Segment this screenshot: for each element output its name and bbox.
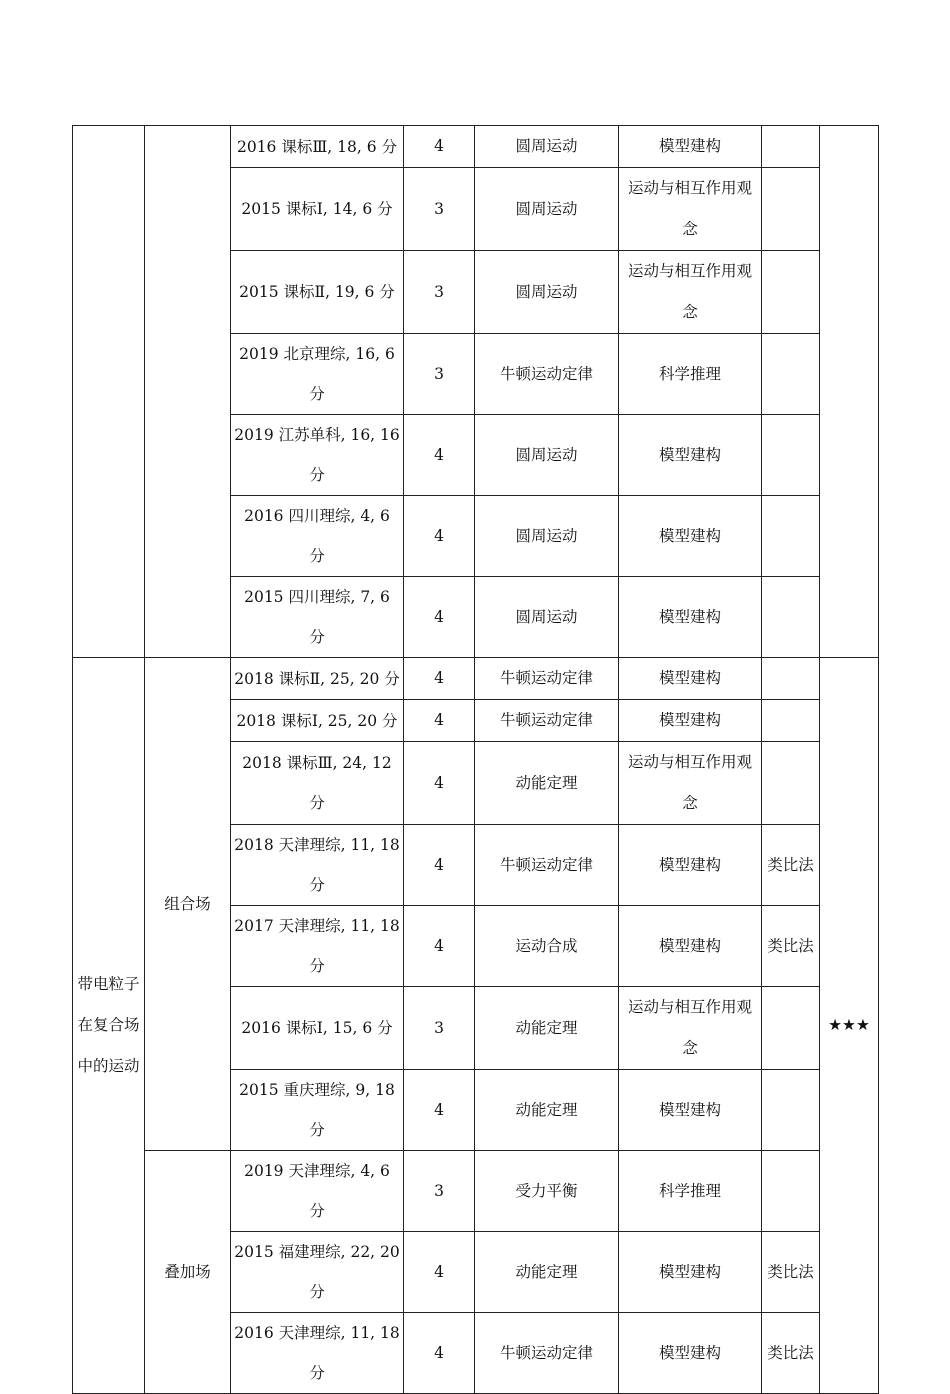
- source-cell: 2018 课标Ⅰ, 25, 20 分: [231, 700, 404, 742]
- difficulty-cell: 4: [404, 496, 475, 577]
- source-cell: 2015 四川理综, 7, 6 分: [231, 577, 404, 658]
- difficulty-cell: 3: [404, 334, 475, 415]
- difficulty-cell: 4: [404, 700, 475, 742]
- method-cell: [762, 496, 820, 577]
- knowledge-cell: 牛顿运动定律: [475, 700, 619, 742]
- source-cell: 2015 课标Ⅰ, 14, 6 分: [231, 168, 404, 251]
- difficulty-cell: 3: [404, 168, 475, 251]
- knowledge-cell: 圆周运动: [475, 496, 619, 577]
- source-cell: 2016 课标Ⅲ, 18, 6 分: [231, 126, 404, 168]
- importance-rating: [820, 126, 879, 658]
- knowledge-cell: 圆周运动: [475, 168, 619, 251]
- difficulty-cell: 4: [404, 415, 475, 496]
- difficulty-cell: 4: [404, 825, 475, 906]
- method-cell: 类比法: [762, 1232, 820, 1313]
- difficulty-cell: 4: [404, 1070, 475, 1151]
- table-row: [73, 1151, 879, 1232]
- knowledge-cell: 动能定理: [475, 1232, 619, 1313]
- literacy-cell: 科学推理: [619, 334, 762, 415]
- knowledge-cell: 牛顿运动定律: [475, 334, 619, 415]
- literacy-cell: 运动与相互作用观念: [619, 742, 762, 825]
- literacy-cell: 运动与相互作用观念: [619, 251, 762, 334]
- difficulty-cell: 3: [404, 1151, 475, 1232]
- literacy-cell: 运动与相互作用观念: [619, 987, 762, 1070]
- source-cell: 2018 课标Ⅱ, 25, 20 分: [231, 658, 404, 700]
- subtopic-cell: 叠加场: [145, 1151, 231, 1394]
- subtopic-cell: 组合场: [145, 658, 231, 1151]
- knowledge-cell: 动能定理: [475, 1070, 619, 1151]
- literacy-cell: 模型建构: [619, 496, 762, 577]
- literacy-cell: 模型建构: [619, 700, 762, 742]
- topic-cell: 带电粒子在复合场中的运动: [73, 658, 145, 1394]
- literacy-cell: 模型建构: [619, 126, 762, 168]
- difficulty-cell: 4: [404, 1232, 475, 1313]
- method-cell: [762, 700, 820, 742]
- source-cell: 2019 江苏单科, 16, 16 分: [231, 415, 404, 496]
- literacy-cell: 模型建构: [619, 658, 762, 700]
- knowledge-cell: 动能定理: [475, 987, 619, 1070]
- source-cell: 2016 四川理综, 4, 6 分: [231, 496, 404, 577]
- source-cell: 2016 课标Ⅰ, 15, 6 分: [231, 987, 404, 1070]
- source-cell: 2019 天津理综, 4, 6 分: [231, 1151, 404, 1232]
- difficulty-cell: 4: [404, 742, 475, 825]
- method-cell: [762, 168, 820, 251]
- difficulty-cell: 4: [404, 658, 475, 700]
- source-cell: 2015 重庆理综, 9, 18 分: [231, 1070, 404, 1151]
- literacy-cell: 模型建构: [619, 906, 762, 987]
- exam-analysis-table: [72, 125, 879, 1394]
- literacy-cell: 模型建构: [619, 1070, 762, 1151]
- literacy-cell: 运动与相互作用观念: [619, 168, 762, 251]
- difficulty-cell: 3: [404, 251, 475, 334]
- literacy-cell: 模型建构: [619, 1232, 762, 1313]
- method-cell: 类比法: [762, 825, 820, 906]
- literacy-cell: 模型建构: [619, 577, 762, 658]
- method-cell: [762, 1070, 820, 1151]
- method-cell: 类比法: [762, 906, 820, 987]
- method-cell: [762, 251, 820, 334]
- source-cell: 2016 天津理综, 11, 18 分: [231, 1313, 404, 1394]
- table-row: [73, 126, 879, 168]
- source-cell: 2018 天津理综, 11, 18 分: [231, 825, 404, 906]
- source-cell: 2018 课标Ⅲ, 24, 12 分: [231, 742, 404, 825]
- knowledge-cell: 圆周运动: [475, 415, 619, 496]
- knowledge-cell: 牛顿运动定律: [475, 1313, 619, 1394]
- method-cell: [762, 126, 820, 168]
- importance-rating: ★★★: [820, 658, 879, 1394]
- source-cell: 2019 北京理综, 16, 6 分: [231, 334, 404, 415]
- topic-cell: [73, 126, 145, 658]
- method-cell: [762, 577, 820, 658]
- literacy-cell: 科学推理: [619, 1151, 762, 1232]
- method-cell: [762, 658, 820, 700]
- knowledge-cell: 圆周运动: [475, 126, 619, 168]
- method-cell: [762, 742, 820, 825]
- method-cell: [762, 987, 820, 1070]
- knowledge-cell: 圆周运动: [475, 577, 619, 658]
- literacy-cell: 模型建构: [619, 415, 762, 496]
- difficulty-cell: 4: [404, 126, 475, 168]
- literacy-cell: 模型建构: [619, 1313, 762, 1394]
- knowledge-cell: 圆周运动: [475, 251, 619, 334]
- knowledge-cell: 受力平衡: [475, 1151, 619, 1232]
- method-cell: [762, 415, 820, 496]
- knowledge-cell: 牛顿运动定律: [475, 658, 619, 700]
- difficulty-cell: 3: [404, 987, 475, 1070]
- knowledge-cell: 动能定理: [475, 742, 619, 825]
- difficulty-cell: 4: [404, 577, 475, 658]
- table-row: [73, 658, 879, 700]
- knowledge-cell: 牛顿运动定律: [475, 825, 619, 906]
- knowledge-cell: 运动合成: [475, 906, 619, 987]
- difficulty-cell: 4: [404, 906, 475, 987]
- subtopic-cell: [145, 126, 231, 658]
- source-cell: 2015 课标Ⅱ, 19, 6 分: [231, 251, 404, 334]
- method-cell: [762, 1151, 820, 1232]
- source-cell: 2017 天津理综, 11, 18 分: [231, 906, 404, 987]
- method-cell: 类比法: [762, 1313, 820, 1394]
- method-cell: [762, 334, 820, 415]
- source-cell: 2015 福建理综, 22, 20 分: [231, 1232, 404, 1313]
- difficulty-cell: 4: [404, 1313, 475, 1394]
- literacy-cell: 模型建构: [619, 825, 762, 906]
